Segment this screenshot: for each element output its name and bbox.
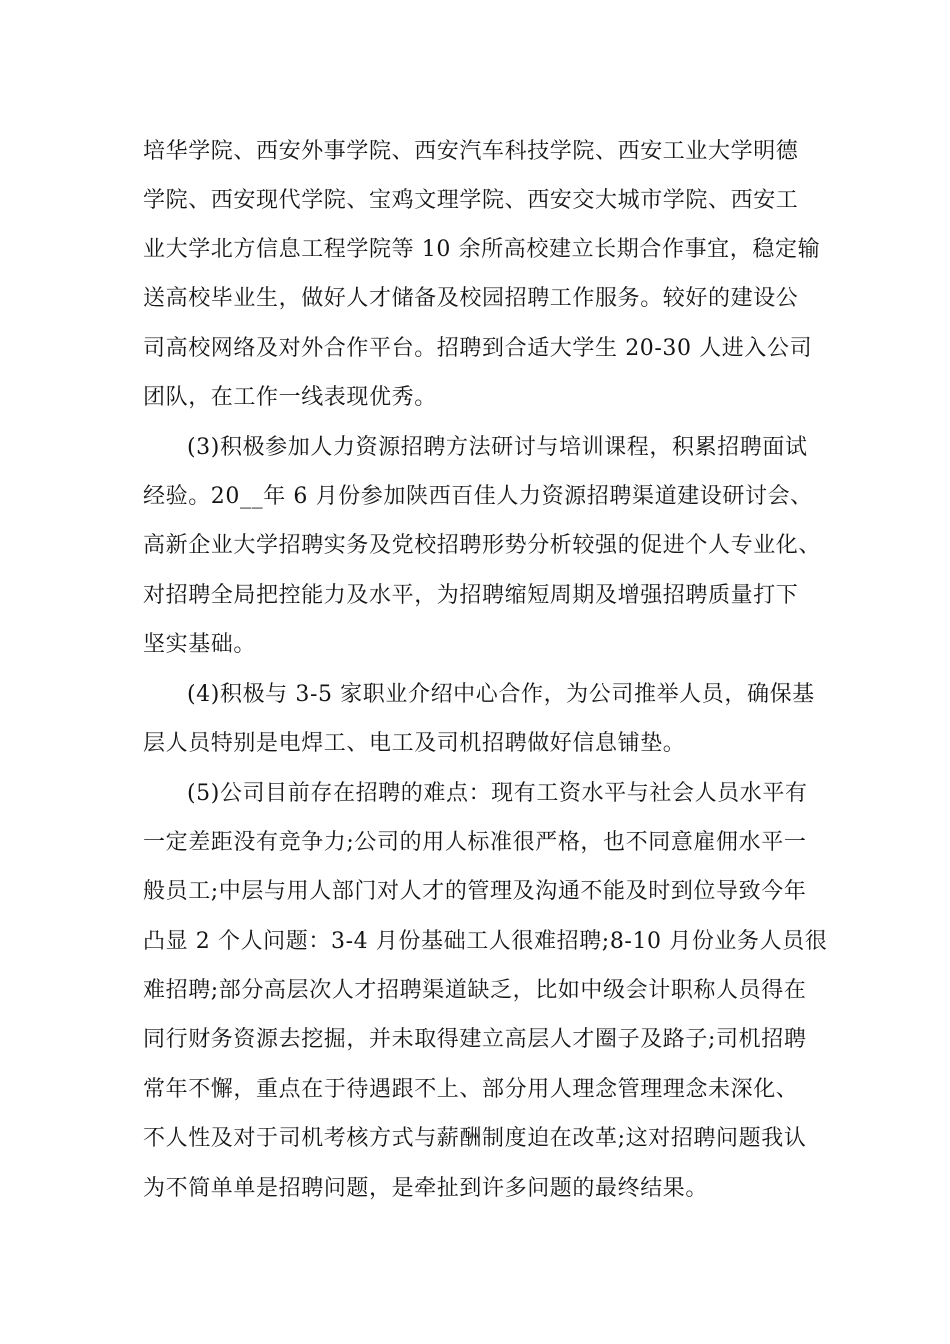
text-line: 培华学院、西安外事学院、西安汽车科技学院、西安工业大学明德 bbox=[143, 139, 799, 164]
text-line: 团队，在工作一线表现优秀。 bbox=[143, 385, 437, 410]
text-line: 为不简单单是招聘问题，是牵扯到许多问题的最终结果。 bbox=[143, 1176, 709, 1201]
text-line: 凸显 2 个人问题：3-4 月份基础工人很难招聘;8-10 月份业务人员很 bbox=[143, 929, 828, 954]
text-line: 业大学北方信息工程学院等 10 余所高校建立长期合作事宜，稳定输 bbox=[143, 237, 821, 262]
text-line: 送高校毕业生，做好人才储备及校园招聘工作服务。较好的建设公 bbox=[143, 286, 799, 311]
paragraph-5-first-line: (5)公司目前存在招聘的难点：现有工资水平与社会人员水平有 bbox=[187, 781, 808, 806]
text-line: 司高校网络及对外合作平台。招聘到合适大学生 20-30 人进入公司 bbox=[143, 336, 813, 361]
text-line: 对招聘全局把控能力及水平，为招聘缩短周期及增强招聘质量打下 bbox=[143, 583, 799, 608]
text-line: 一定差距没有竞争力;公司的用人标准很严格，也不同意雇佣水平一 bbox=[143, 830, 807, 855]
text-line: 层人员特别是电焊工、电工及司机招聘做好信息铺垫。 bbox=[143, 731, 686, 756]
text-line: 经验。20__年 6 月份参加陕西百佳人力资源招聘渠道建设研讨会、 bbox=[143, 484, 813, 509]
text-line: 同行财务资源去挖掘，并未取得建立高层人才圈子及路子;司机招聘 bbox=[143, 1027, 807, 1052]
text-line: 坚实基础。 bbox=[143, 632, 257, 657]
text-line: 不人性及对于司机考核方式与薪酬制度迫在改革;这对招聘问题我认 bbox=[143, 1126, 807, 1151]
text-line: 常年不懈，重点在于待遇跟不上、部分用人理念管理理念未深化、 bbox=[143, 1077, 799, 1102]
paragraph-3-first-line: (3)积极参加人力资源招聘方法研讨与培训课程，积累招聘面试 bbox=[187, 435, 808, 460]
text-line: 高新企业大学招聘实务及党校招聘形势分析较强的促进个人专业化、 bbox=[143, 533, 822, 558]
text-line: 难招聘;部分高层次人才招聘渠道缺乏，比如中级会计职称人员得在 bbox=[143, 978, 807, 1003]
text-line: 学院、西安现代学院、宝鸡文理学院、西安交大城市学院、西安工 bbox=[143, 188, 799, 213]
text-line: 般员工;中层与用人部门对人才的管理及沟通不能及时到位导致今年 bbox=[143, 879, 807, 904]
paragraph-4-first-line: (4)积极与 3-5 家职业介绍中心合作，为公司推举人员，确保基 bbox=[187, 682, 815, 707]
